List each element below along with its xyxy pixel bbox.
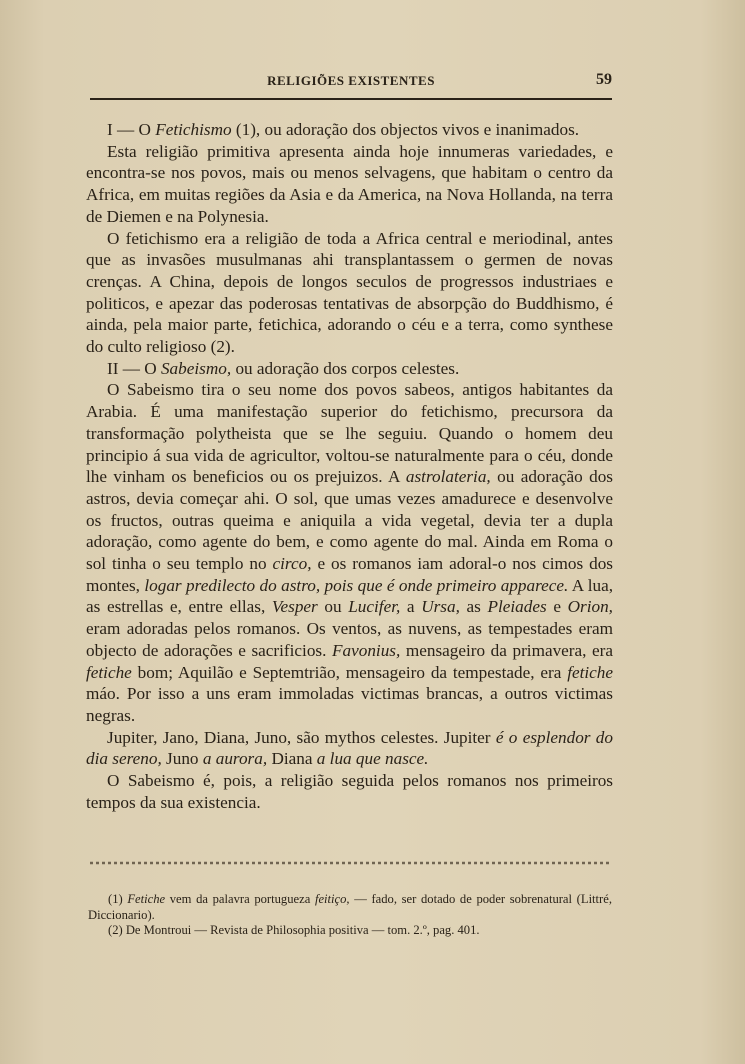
italic-run: logar predilecto do astro, pois que é onde primeiro apparece.: [144, 575, 569, 595]
paragraph-fetichismo-heading: [86, 119, 613, 141]
text-run: e: [546, 597, 568, 617]
italic-run: fetiche: [86, 662, 132, 682]
footnotes: [88, 892, 612, 939]
text-run: — fado, ser dotado de poder sobrenatural (Littré, Diccionario).: [88, 892, 612, 922]
text-run: máo. Por isso a uns eram immoladas victimas brancas, a outros victimas negras.: [86, 684, 613, 725]
italic-run: Pleiades: [487, 597, 547, 617]
text-run: ou adoração dos astros, devia começar ahi. O sol, que umas vezes amadurece e desenvolve os fructos, outras queima e aniquila a vida vegetal, devia ter a dupla adoração, como agente do bem, e como agente do mal. Ainda em Roma o sol tinha o seu templo no: [86, 467, 613, 574]
text-run: vem da palavra portugueza: [165, 892, 315, 906]
text-run: O Sabeismo é, pois, a religião seguida pelos romanos nos primeiros tempos da sua existencia.: [86, 771, 613, 812]
italic-run: Ursa,: [421, 597, 460, 617]
text-run: a: [400, 597, 422, 617]
footnote-1: [88, 892, 612, 923]
italic-run: Fetiche: [127, 892, 166, 906]
page-number: 59: [596, 71, 612, 88]
main-text: [86, 119, 613, 814]
text-run: Esta religião primitiva apresenta ainda hoje innumeras variedades, e encontra-se nos povos, mais ou menos selvagens, que habitam o centro da Africa, em muitas regiões da Asia e da America, na Nova Hollanda, na terra de Diemen e na Polynesia.: [86, 141, 613, 226]
italic-run: astrolateria,: [405, 467, 491, 487]
paragraph-sabeismo-conclusion: [86, 770, 613, 813]
italic-run: Fetichismo: [155, 120, 232, 139]
italic-run: Sabeismo,: [160, 358, 232, 378]
paragraph-sabeismo-body: [86, 379, 613, 726]
text-run: ou: [317, 597, 349, 617]
italic-run: Vesper: [271, 597, 318, 617]
paragraph-sabeismo-heading: [86, 358, 613, 380]
text-run: Diana: [267, 749, 317, 769]
italic-run: a lua que nasce.: [316, 749, 429, 769]
text-run: as: [459, 597, 488, 617]
text-run: bom; Aquilão e Septemtrião, mensageiro da tempestade, era: [131, 662, 568, 682]
text-run: II — O: [107, 358, 161, 378]
text-run: (2) De Montroui — Revista de Philosophia positiva — tom. 2.º, pag. 401.: [108, 923, 480, 937]
paragraph-celestial-myths: [86, 727, 613, 770]
text-run: (1): [108, 892, 128, 906]
paragraph-fetichismo-intro: [86, 141, 613, 228]
italic-run: fetiche: [567, 662, 613, 682]
italic-run: feitiço,: [314, 892, 350, 906]
text-run: e os romanos iam adoral-o nos cimos dos montes,: [86, 554, 613, 595]
header-rule: [90, 98, 612, 100]
text-run: eram adoradas pelos romanos. Os ventos, as nuvens, as tempestades eram objecto de adorações e sacrificios.: [86, 619, 613, 660]
text-run: Jupiter, Jano, Diana, Juno, são mythos celestes. Jupiter: [107, 727, 496, 747]
page-header: [90, 73, 612, 93]
text-run: ou adoração dos corpos celestes.: [231, 358, 460, 378]
text-run: I — O: [107, 120, 156, 139]
text-run: O fetichismo era a religião de toda a Africa central e meriodinal, antes que as invasões musulmanas ahi transplantassem o germen de novas crenças. A China, depois de longos seculos de progressos industriaes e politicos, e apezar das poderosas tentativas de absorpção do Buddhismo, é ainda, pela maior parte, fetichica, adorando o céu e a terra, como synthese do culto religioso (2).: [86, 228, 613, 357]
italic-run: Lucifer,: [348, 597, 401, 617]
running-head: RELIGIÕES EXISTENTES: [267, 73, 435, 88]
italic-run: é o esplendor do dia sereno,: [86, 727, 613, 769]
italic-run: circo,: [272, 554, 312, 574]
text-run: Juno: [161, 749, 203, 769]
italic-run: Favonius,: [332, 640, 401, 660]
footnote-2: [88, 923, 612, 939]
text-run: mensageiro da primavera, era: [400, 640, 614, 660]
italic-run: a aurora,: [202, 749, 268, 769]
paragraph-fetichismo-africa-china: [86, 228, 613, 358]
text-run: O Sabeismo tira o seu nome dos povos sabeos, antigos habitantes da Arabia. É uma manifestação superior do fetichismo, precursora da transformação polytheista que se lhe seguiu. Quando o homem deu principio á sua vida de agricultor, voltou-se naturalmente para o céu, donde lhe vinham os beneficios ou os prejuizos. A: [86, 380, 613, 487]
italic-run: Orion,: [567, 597, 613, 617]
text-run: A lua, as estrellas e, entre ellas,: [86, 575, 613, 617]
footnote-rule: [90, 860, 612, 866]
text-run: (1), ou adoração dos objectos vivos e inanimados.: [231, 120, 580, 139]
